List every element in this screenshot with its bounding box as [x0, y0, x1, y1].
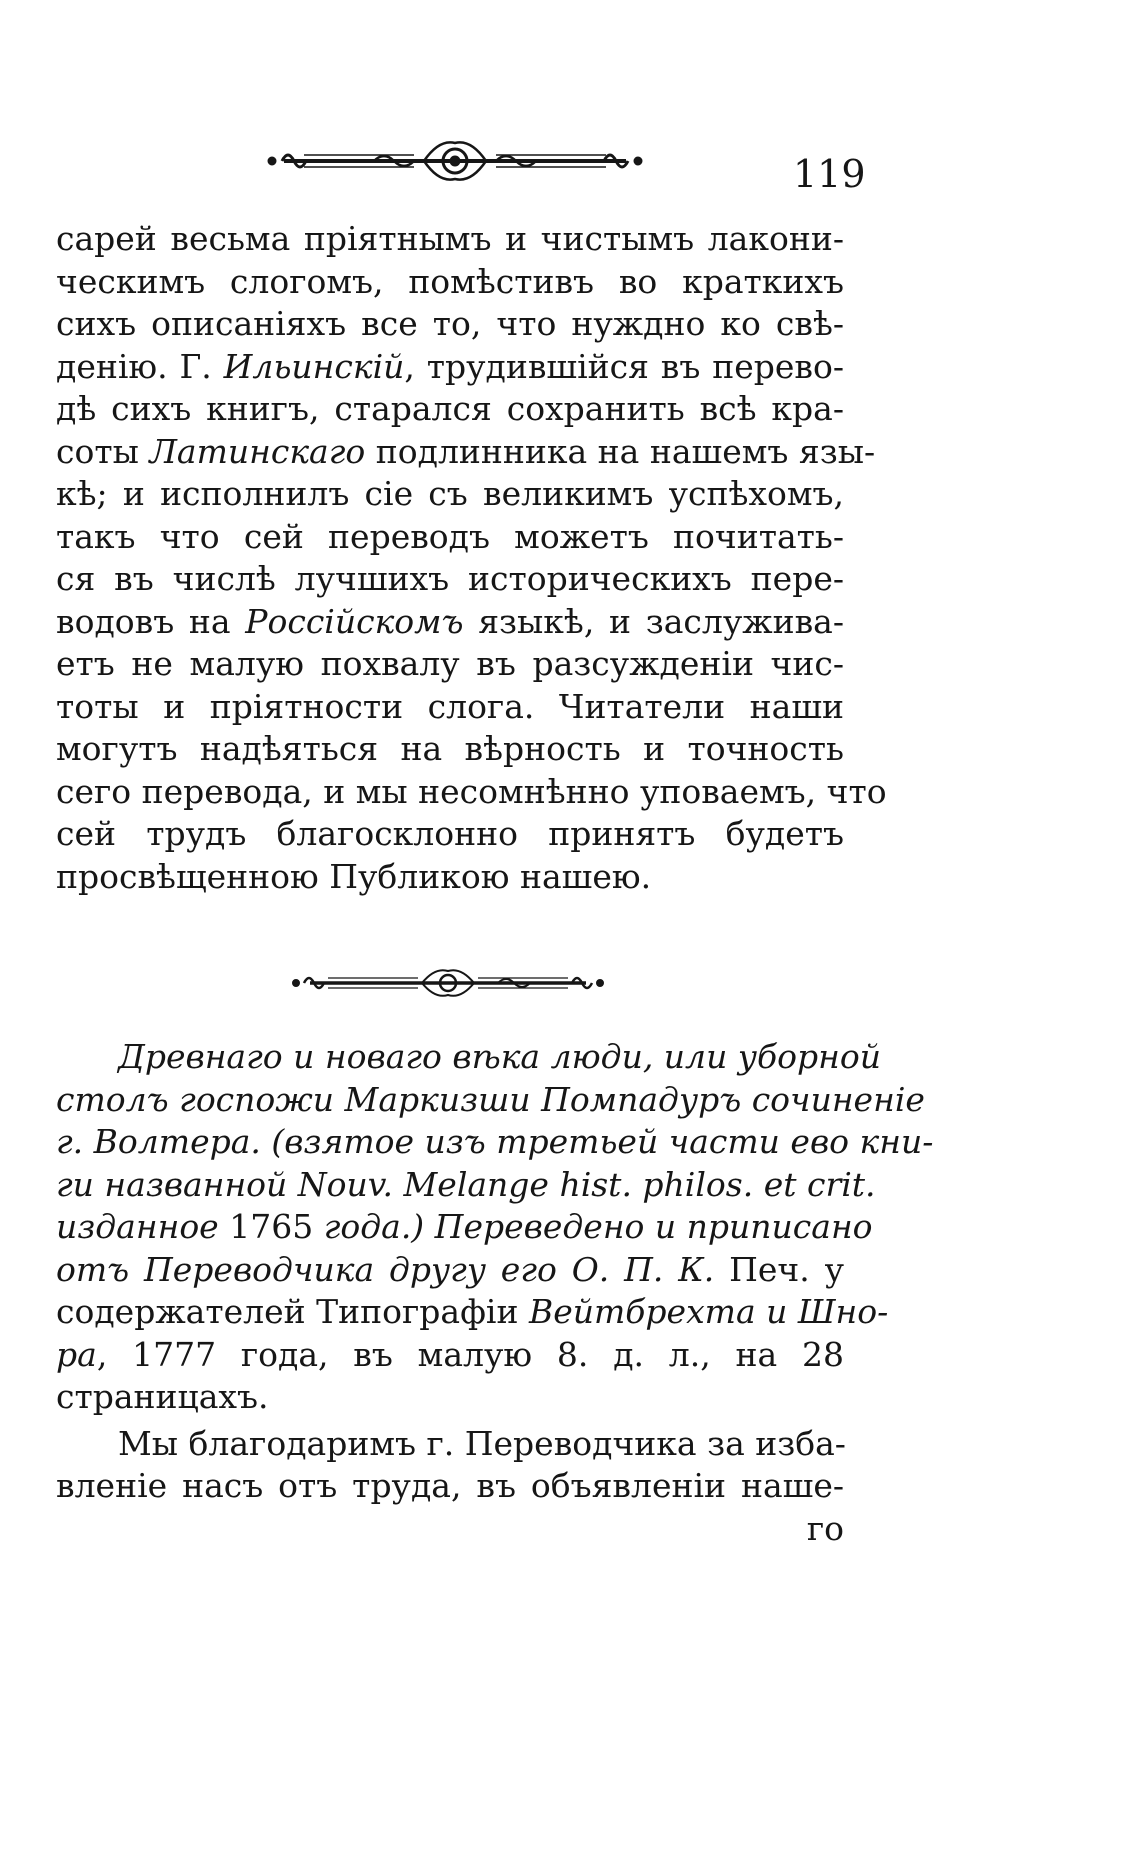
text-segment: языкѣ, и заслужива- — [463, 601, 844, 641]
text-segment: Печ. у — [714, 1249, 845, 1289]
italic-text-segment: Древнаго и новаго вѣка люди, или уборной — [118, 1037, 881, 1076]
text-line — [56, 728, 844, 771]
italic-text-segment: года.) Переведено и приписано — [323, 1207, 873, 1246]
text-segment: тоты и пріятности слога. Читатели наши — [56, 686, 844, 726]
text-line — [56, 1079, 925, 1122]
text-segment: кѣ; и исполнилъ сіе съ великимъ успѣхомъ, — [56, 474, 844, 513]
text-segment: дѣ сихъ книгъ, старался сохранить всѣ кра- — [56, 389, 844, 428]
text-segment: сей трудъ благосклонно принятъ будетъ — [56, 814, 844, 853]
text-segment: содержателей Типографіи — [56, 1292, 529, 1331]
text-segment: етъ не малую похвалу въ разсужденіи чис- — [56, 644, 844, 683]
italic-text-segment: столъ госпожи Маркизши Помпадуръ сочиненіе — [56, 1079, 925, 1119]
section-divider-ornament — [288, 966, 608, 1000]
italic-text-segment: ги названной Nouv. Melange hist. philos. et crit. — [56, 1164, 876, 1204]
text-segment: могутъ надѣяться на вѣрность и точность — [56, 729, 844, 768]
text-line — [56, 771, 887, 814]
text-line — [56, 558, 844, 601]
text-segment: го — [806, 1508, 844, 1548]
text-line — [56, 643, 844, 686]
text-line — [56, 1121, 934, 1164]
text-segment: водовъ на — [56, 601, 246, 641]
text-line — [56, 516, 844, 559]
text-line — [56, 1164, 876, 1207]
italic-text-segment: Ильинскій — [223, 346, 405, 386]
text-segment: такъ что сей переводъ можетъ почитать- — [56, 516, 844, 556]
text-line — [56, 473, 844, 516]
text-segment: вленіе насъ отъ труда, въ объявленіи наше- — [56, 1466, 844, 1505]
text-segment: подлинника на нашемъ язы- — [365, 431, 876, 471]
text-line — [56, 601, 844, 644]
text-line — [56, 346, 844, 389]
italic-text-segment: г. Волтера. (взятое изъ третьей части ево кни- — [56, 1122, 934, 1161]
header-ornament — [264, 140, 646, 182]
text-segment: , 1777 года, въ малую 8. д. л., на 28 — [96, 1334, 844, 1374]
text-line — [56, 1376, 844, 1419]
text-segment: денію. Г. — [56, 346, 224, 386]
text-line — [56, 1036, 881, 1079]
text-line — [56, 1423, 844, 1466]
italic-text-segment: изданное — [56, 1207, 230, 1246]
text-segment: сарей весьма пріятнымъ и чистымъ лакони- — [56, 219, 844, 258]
text-line — [56, 261, 844, 304]
text-line — [56, 1291, 889, 1334]
text-segment: страницахъ. — [56, 1377, 269, 1416]
italic-text-segment: ра — [56, 1334, 97, 1374]
text-line — [56, 686, 844, 729]
text-line — [56, 218, 844, 261]
italic-text-segment: Россійскомъ — [245, 601, 464, 641]
text-line — [56, 856, 844, 899]
text-line — [56, 1465, 844, 1508]
text-line — [56, 1206, 873, 1249]
lower-paragraph — [56, 1036, 934, 1550]
text-segment: соты — [56, 431, 150, 471]
text-line — [56, 1334, 844, 1377]
text-segment: сихъ описаніяхъ все то, что нуждно ко свѣ- — [56, 304, 844, 343]
text-segment: 1765 — [229, 1207, 324, 1246]
upper-paragraph — [56, 218, 887, 898]
text-segment: просвѣщенною Публикою нашею. — [56, 856, 652, 896]
italic-text-segment: Латинскаго — [149, 431, 366, 471]
text-segment: ся въ числѣ лучшихъ историческихъ пере- — [56, 559, 844, 598]
page-number: 119 — [793, 152, 866, 196]
text-line — [56, 431, 876, 474]
text-line — [56, 1508, 844, 1551]
text-line — [56, 388, 844, 431]
italic-text-segment: Вейтбрехта и Шно- — [528, 1292, 889, 1331]
text-line — [56, 1249, 844, 1292]
text-line — [56, 303, 844, 346]
text-segment: Мы благодаримъ г. Переводчика за изба- — [118, 1423, 846, 1463]
text-segment: сего перевода, и мы несомнѣнно уповаемъ, что — [56, 771, 887, 811]
text-segment: , трудившійся въ перево- — [404, 346, 845, 386]
italic-text-segment: отъ Переводчика другу его О. П. К. — [56, 1249, 715, 1289]
text-segment: ческимъ слогомъ, помѣстивъ во краткихъ — [56, 261, 844, 301]
text-line — [56, 813, 844, 856]
